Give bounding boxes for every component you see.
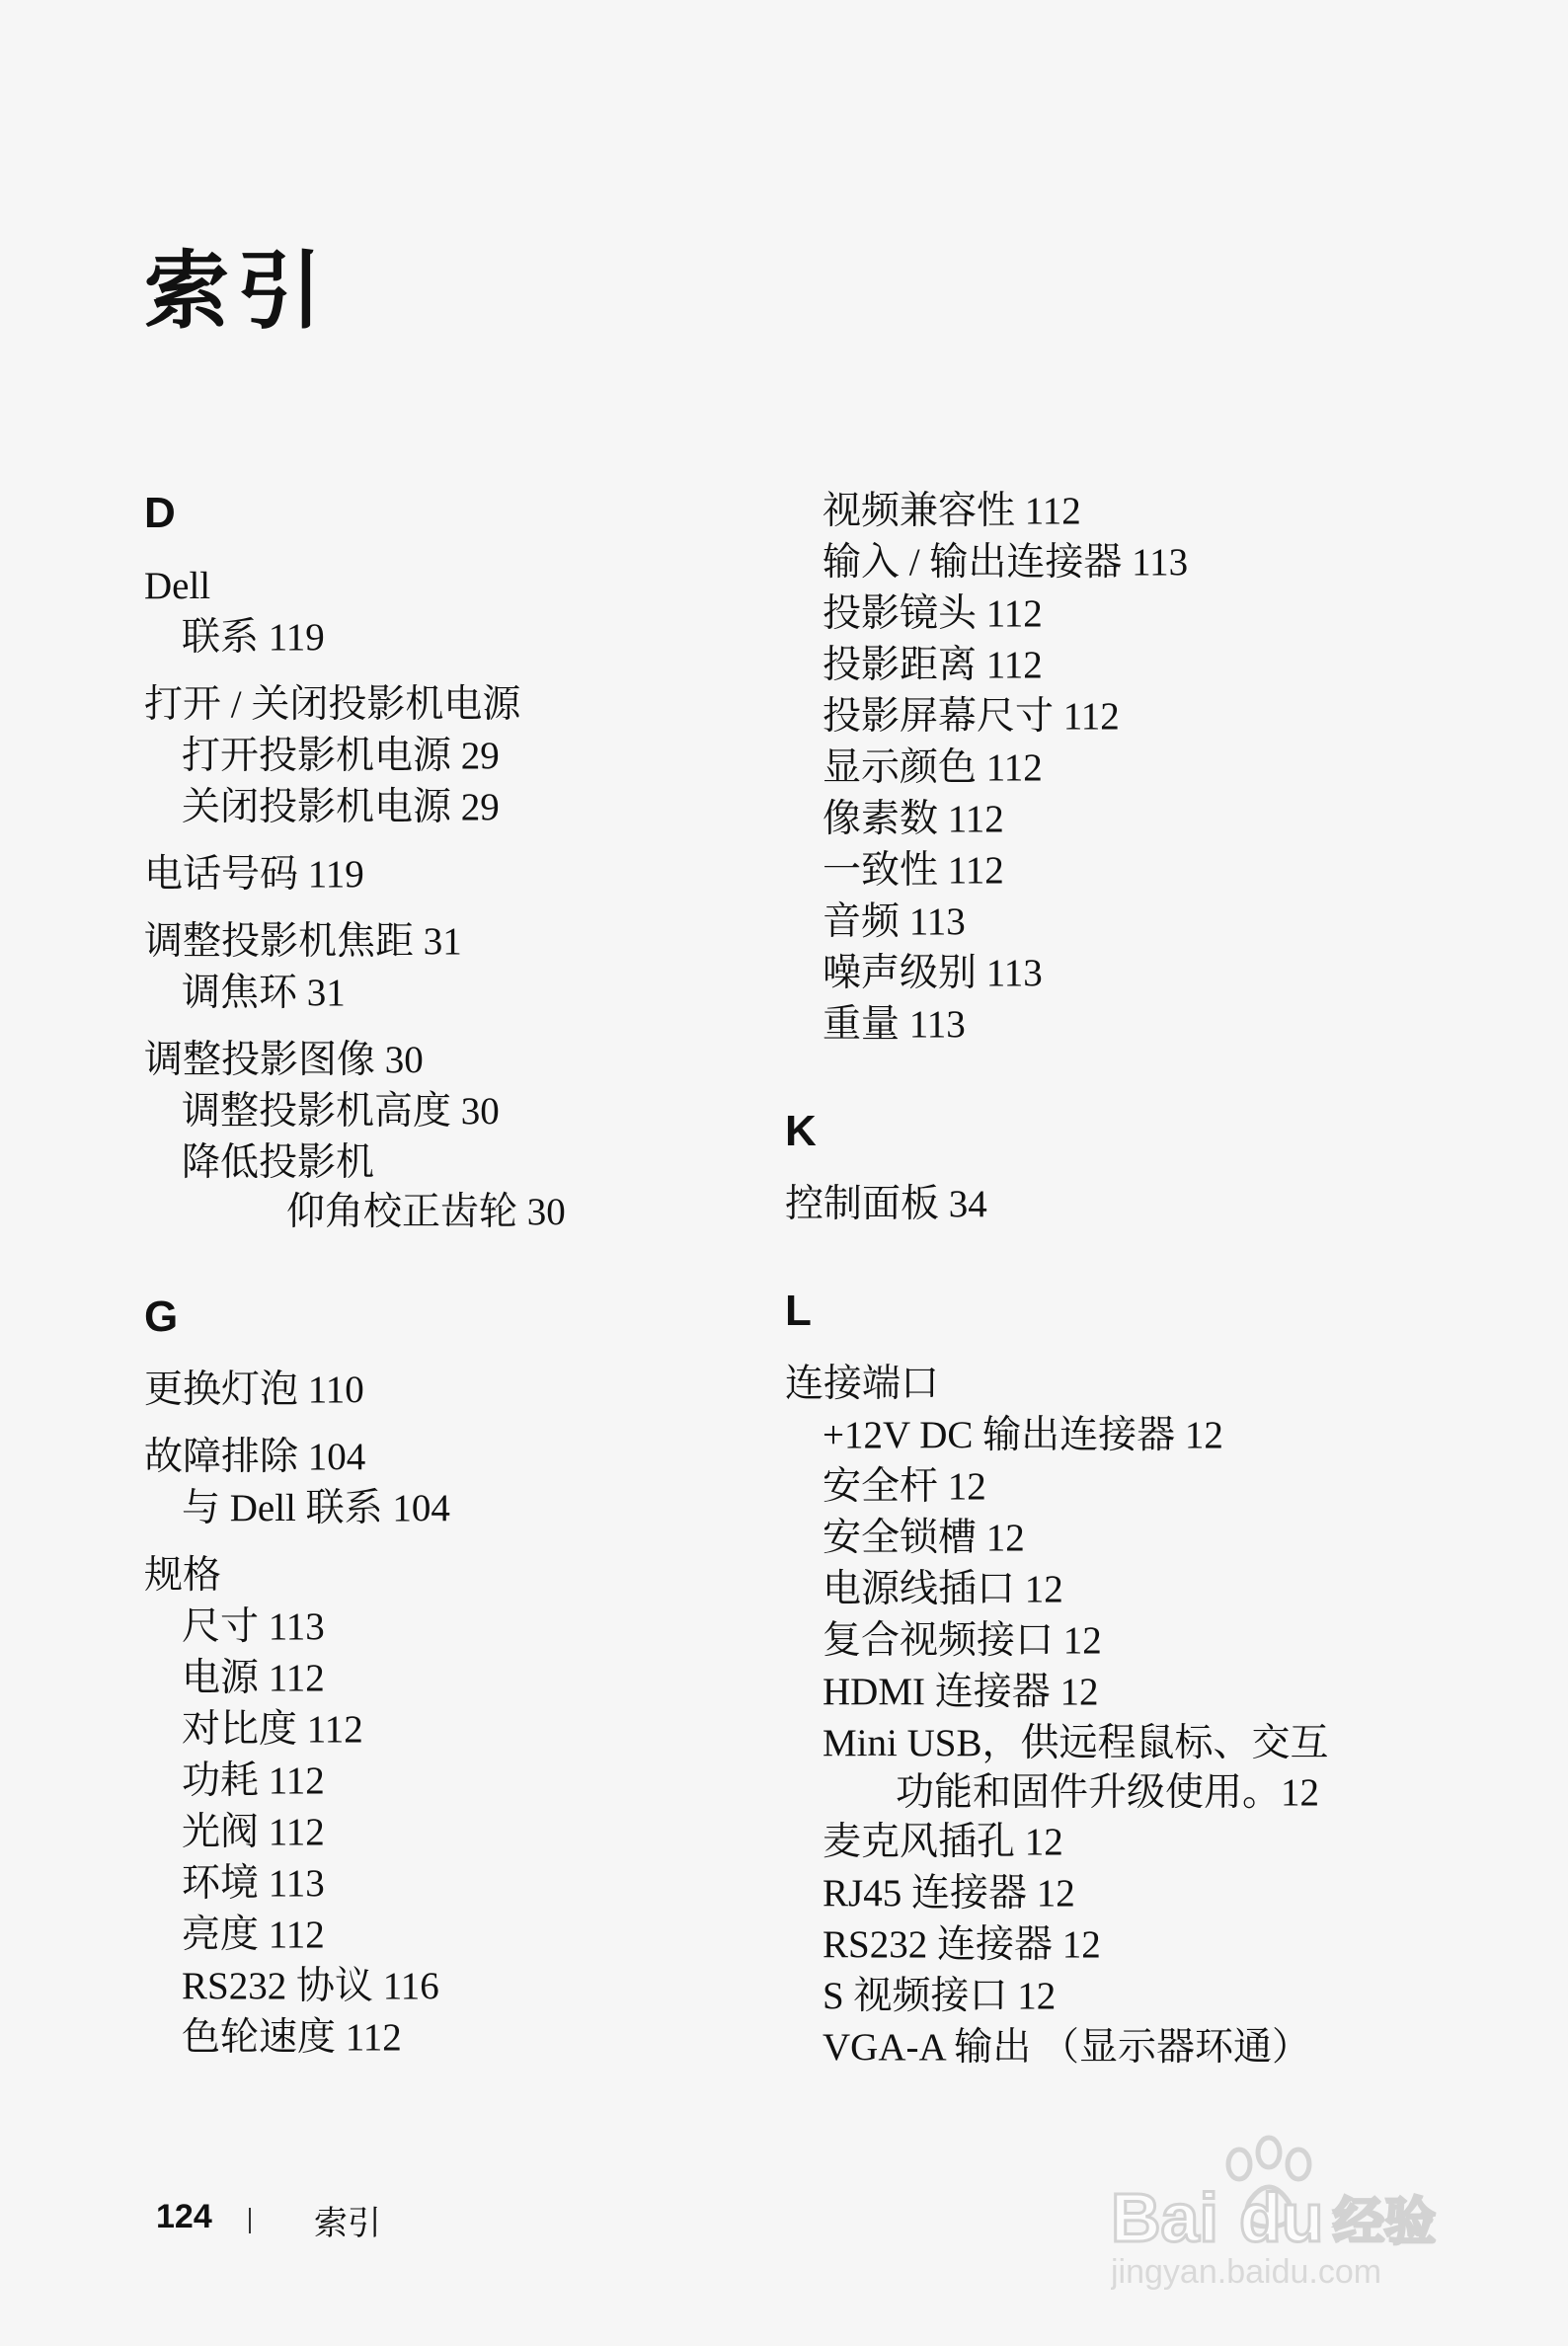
svg-text:经验: 经验 (1333, 2193, 1437, 2252)
index-subentry-text: Mini USB，供远程鼠标、交互 (823, 1722, 1329, 1764)
index-subentry: 像素数 112 (823, 798, 1004, 840)
index-subentry: 打开投影机电源 29 (182, 735, 500, 777)
index-subentry: HDMI 连接器 12 (823, 1671, 1099, 1713)
footer-section-title: 索引 (314, 2204, 381, 2243)
page-title: 索引 (144, 242, 330, 341)
index-subentry: 降低投影机 (182, 1141, 375, 1184)
index-subentry: 与 Dell 联系 104 (182, 1487, 450, 1529)
index-subentry: 光阀 112 (182, 1811, 325, 1853)
index-subentry: 调整投影机高度 30 (182, 1090, 500, 1133)
index-subentry: 音频 113 (823, 900, 966, 943)
index-section-letter: G (144, 1292, 179, 1341)
index-subentry: 色轮速度 112 (182, 2016, 402, 2059)
index-section-letter: K (785, 1107, 817, 1155)
index-entry: Dell (144, 565, 211, 607)
index-subentry: +12V DC 输出连接器 12 (823, 1414, 1223, 1456)
baidu-jingyan-watermark-logo (1111, 2113, 1466, 2291)
index-entry: 打开 / 关闭投影机电源 (144, 683, 521, 726)
index-subentry: 联系 119 (182, 616, 325, 659)
index-subentry: RJ45 连接器 12 (823, 1872, 1075, 1915)
index-subentry: 麦克风插孔 12 (823, 1821, 1063, 1863)
index-subentry: 视频兼容性 112 (823, 490, 1081, 532)
index-subentry: 噪声级别 113 (823, 952, 1043, 994)
index-entry: 更换灯泡 110 (144, 1368, 364, 1411)
index-subentry: 重量 113 (823, 1003, 966, 1046)
index-entry: 控制面板 34 (785, 1183, 987, 1225)
index-subentry: 电源线插口 12 (823, 1568, 1063, 1610)
index-entry: 连接端口 (785, 1363, 940, 1405)
index-subentry: 调焦环 31 (182, 972, 346, 1014)
index-subentry: 电源 112 (182, 1657, 325, 1699)
index-subentry: 输入 / 输出连接器 113 (823, 541, 1189, 584)
index-subentry: 一致性 112 (823, 849, 1004, 892)
svg-text:Bai: Bai (1111, 2179, 1218, 2256)
footer-separator (249, 2208, 251, 2233)
index-subentry: 关闭投影机电源 29 (182, 786, 500, 828)
index-subentry: 亮度 112 (182, 1914, 325, 1956)
index-section-letter: L (785, 1287, 812, 1335)
index-subentry: 安全杆 12 (823, 1465, 986, 1508)
index-subentry: 环境 113 (182, 1862, 325, 1905)
index-subentry: RS232 连接器 12 (823, 1923, 1101, 1966)
index-subentry: 安全锁槽 12 (823, 1517, 1025, 1559)
index-subentry: S 视频接口 12 (823, 1975, 1057, 2017)
index-subentry: 对比度 112 (182, 1708, 363, 1751)
index-entry: 调整投影机焦距 31 (144, 920, 462, 963)
index-subentry-continuation: 功能和固件升级使用。12 (896, 1771, 1320, 1814)
index-entry: 故障排除 104 (144, 1436, 366, 1478)
index-section-letter: D (144, 489, 176, 537)
index-subentry: 显示颜色 112 (823, 746, 1043, 789)
index-entry: 调整投影图像 30 (144, 1039, 424, 1081)
index-subentry: 仰角校正齿轮 30 (286, 1191, 566, 1233)
index-subentry: 投影镜头 112 (823, 592, 1043, 635)
index-subentry: VGA-A 输出 （显示器环通） (823, 2026, 1310, 2069)
index-subentry: 投影距离 112 (823, 644, 1043, 686)
footer-page-number: 124 (156, 2198, 212, 2235)
index-subentry: 功耗 112 (182, 1760, 325, 1802)
index-subentry: 复合视频接口 12 (823, 1619, 1102, 1662)
index-subentry: 投影屏幕尺寸 112 (823, 695, 1120, 738)
index-subentry: RS232 协议 116 (182, 1965, 439, 2007)
index-subentry: 尺寸 113 (182, 1605, 325, 1648)
index-subentry (785, 1718, 1427, 1817)
index-entry: 规格 (144, 1554, 222, 1597)
index-entry: 电话号码 119 (144, 853, 364, 896)
svg-text:du: du (1239, 2179, 1324, 2256)
svg-text:jingyan.baidu.com: jingyan.baidu.com (1111, 2253, 1382, 2291)
index-column-right (785, 486, 1427, 2073)
index-column-left (144, 464, 786, 2064)
